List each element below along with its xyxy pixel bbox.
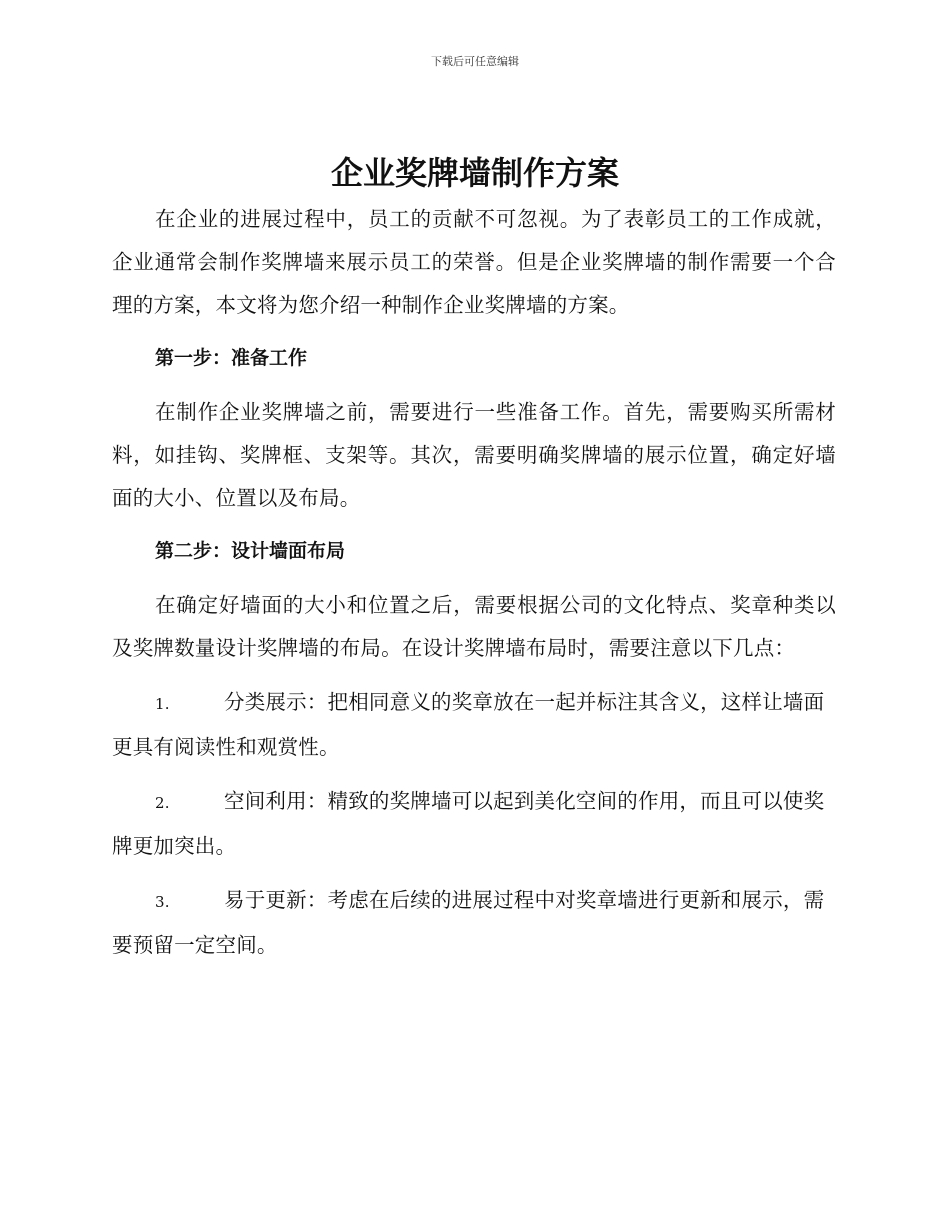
list-text-3: 易于更新：考虑在后续的进展过程中对奖章墙进行更新和展示，需要预留一定空间。	[112, 888, 825, 957]
intro-paragraph: 在企业的进展过程中，员工的贡献不可忽视。为了表彰员工的工作成就，企业通常会制作奖牌墙来展示员工的荣誉。但是企业奖牌墙的制作需要一个合理的方案，本文将为您介绍一种制作企业奖牌墙的方案。	[112, 207, 836, 317]
list-number-3: 3.	[155, 893, 170, 911]
step-1-heading: 第一步：准备工作	[155, 347, 308, 369]
step-2-heading: 第二步：设计墙面布局	[155, 540, 346, 562]
list-item-2	[112, 780, 836, 868]
document-title: 企业奖牌墙制作方案	[330, 154, 619, 192]
list-item-1	[112, 681, 836, 769]
list-number-2: 2.	[155, 794, 170, 812]
list-item-3	[112, 879, 836, 967]
list-text-1: 分类展示：把相同意义的奖章放在一起并标注其含义，这样让墙面更具有阅读性和观赏性。	[112, 690, 825, 759]
list-number-1: 1.	[155, 695, 170, 713]
step-1-paragraph: 在制作企业奖牌墙之前，需要进行一些准备工作。首先，需要购买所需材料，如挂钩、奖牌框、支架等。其次，需要明确奖牌墙的展示位置，确定好墙面的大小、位置以及布局。	[112, 400, 836, 510]
header-note: 下载后可任意编辑	[431, 55, 519, 68]
document-body	[112, 198, 836, 967]
list-text-2: 空间利用：精致的奖牌墙可以起到美化空间的作用，而且可以使奖牌更加突出。	[112, 789, 825, 858]
step-2-paragraph: 在确定好墙面的大小和位置之后，需要根据公司的文化特点、奖章种类以及奖牌数量设计奖牌墙的布局。在设计奖牌墙布局时，需要注意以下几点：	[112, 593, 836, 660]
